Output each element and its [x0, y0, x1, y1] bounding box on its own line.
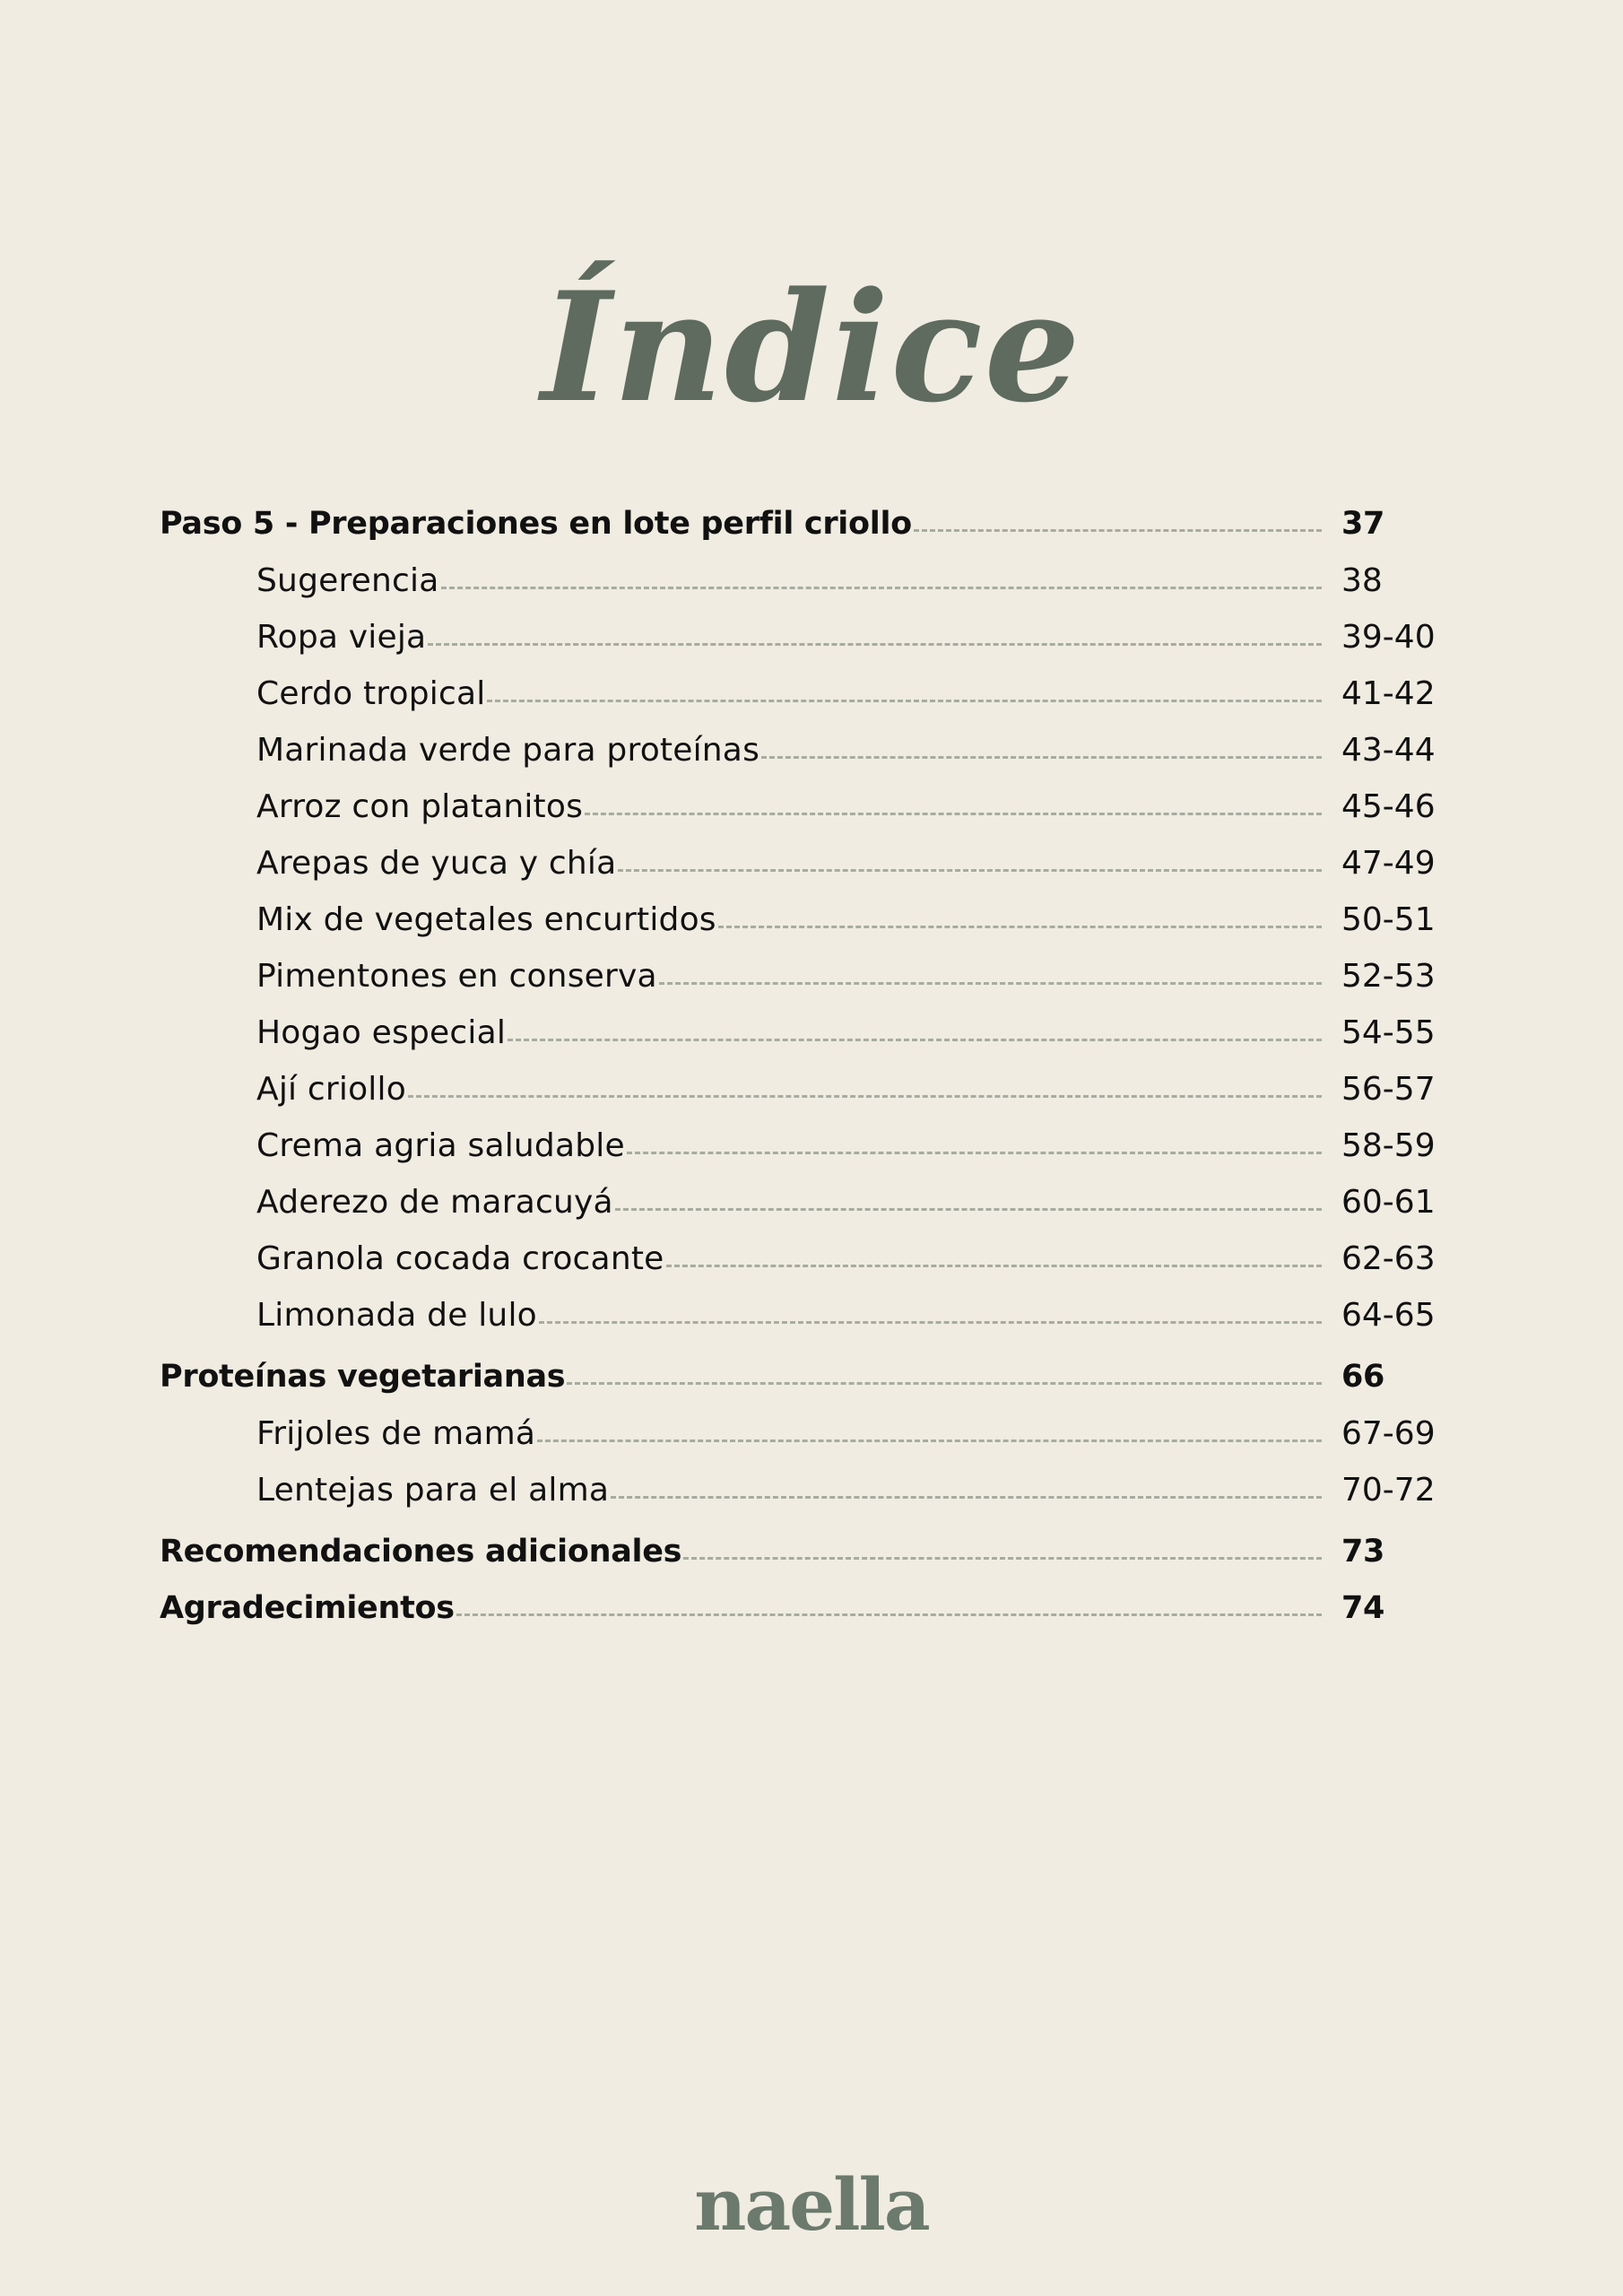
toc-entry[interactable] — [160, 609, 1442, 665]
toc-entry[interactable] — [160, 1174, 1442, 1231]
toc-entry-label: Arepas de yuca y chía — [256, 845, 617, 882]
toc-entry-page: 45-46 — [1341, 788, 1436, 825]
toc-entry-page: 41-42 — [1341, 675, 1436, 712]
brand-logo: naella — [694, 2162, 929, 2247]
toc-entry[interactable] — [160, 948, 1442, 1004]
dotted-leader — [441, 587, 1323, 589]
table-of-contents — [160, 496, 1442, 1637]
dotted-leader — [508, 1039, 1322, 1041]
toc-entry-page: 39-40 — [1341, 619, 1436, 656]
dotted-leader — [666, 1265, 1323, 1267]
toc-entry-page: 73 — [1341, 1534, 1385, 1570]
toc-entry[interactable] — [160, 891, 1442, 948]
dotted-leader — [567, 1382, 1322, 1385]
dotted-leader — [537, 1439, 1322, 1442]
dotted-leader — [718, 926, 1322, 928]
toc-entry[interactable] — [160, 1004, 1442, 1061]
toc-entry-label: Aderezo de maracuyá — [256, 1184, 613, 1221]
toc-entry-label: Agradecimientos — [160, 1590, 455, 1626]
toc-entry-label: Mix de vegetales encurtidos — [256, 901, 716, 938]
toc-entry-page: 58-59 — [1341, 1127, 1436, 1164]
toc-entry-label: Hogao especial — [256, 1014, 507, 1051]
toc-entry[interactable] — [160, 1061, 1442, 1118]
dotted-leader — [659, 982, 1322, 985]
toc-entry-label: Recomendaciones adicionales — [160, 1534, 682, 1570]
dotted-leader — [456, 1613, 1322, 1616]
toc-entry[interactable] — [160, 1118, 1442, 1174]
dotted-leader — [618, 869, 1322, 872]
toc-entry-page: 37 — [1341, 506, 1385, 542]
dotted-leader — [611, 1496, 1322, 1499]
dotted-leader — [627, 1152, 1322, 1154]
toc-entry-section[interactable] — [160, 1349, 1442, 1405]
toc-entry-label: Proteínas vegetarianas — [160, 1359, 566, 1395]
dotted-leader — [761, 756, 1322, 759]
toc-entry[interactable] — [160, 665, 1442, 722]
toc-entry[interactable] — [160, 552, 1442, 609]
toc-entry-page: 50-51 — [1341, 901, 1436, 938]
toc-entry[interactable] — [160, 1231, 1442, 1287]
toc-entry-label: Lentejas para el alma — [256, 1472, 610, 1509]
toc-entry-page: 52-53 — [1341, 958, 1436, 995]
toc-entry-section[interactable] — [160, 1524, 1442, 1580]
toc-entry-section[interactable] — [160, 496, 1442, 552]
toc-entry-label: Frijoles de mamá — [256, 1415, 536, 1452]
toc-entry-page: 66 — [1341, 1359, 1385, 1395]
toc-entry-section[interactable] — [160, 1580, 1442, 1637]
toc-entry-label: Ají criollo — [256, 1071, 406, 1108]
toc-entry-page: 38 — [1341, 562, 1383, 599]
page-title: Índice — [541, 257, 1082, 436]
dotted-leader — [683, 1557, 1322, 1560]
toc-entry-page: 74 — [1341, 1590, 1385, 1626]
toc-entry-label: Paso 5 - Preparaciones en lote perfil criollo — [160, 506, 912, 542]
toc-entry-page: 70-72 — [1341, 1472, 1436, 1509]
toc-entry-label: Crema agria saludable — [256, 1127, 625, 1164]
toc-entry-page: 43-44 — [1341, 732, 1436, 769]
toc-entry-label: Limonada de lulo — [256, 1297, 537, 1334]
dotted-leader — [487, 700, 1322, 702]
toc-entry-page: 54-55 — [1341, 1014, 1436, 1051]
toc-entry[interactable] — [160, 1287, 1442, 1344]
toc-entry[interactable] — [160, 778, 1442, 835]
toc-entry[interactable] — [160, 1405, 1442, 1462]
dotted-leader — [615, 1208, 1322, 1211]
toc-entry-page: 64-65 — [1341, 1297, 1436, 1334]
toc-entry[interactable] — [160, 1462, 1442, 1518]
dotted-leader — [585, 813, 1322, 815]
toc-entry-page: 56-57 — [1341, 1071, 1436, 1108]
toc-entry-page: 47-49 — [1341, 845, 1436, 882]
toc-entry-label: Sugerencia — [256, 562, 439, 599]
toc-entry-page: 67-69 — [1341, 1415, 1436, 1452]
dotted-leader — [428, 643, 1322, 646]
toc-entry[interactable] — [160, 835, 1442, 891]
dotted-leader — [539, 1321, 1322, 1324]
toc-entry-label: Granola cocada crocante — [256, 1240, 664, 1277]
toc-entry-page: 60-61 — [1341, 1184, 1436, 1221]
toc-entry-label: Cerdo tropical — [256, 675, 486, 712]
toc-entry[interactable] — [160, 722, 1442, 778]
toc-entry-label: Ropa vieja — [256, 619, 427, 656]
dotted-leader — [408, 1095, 1322, 1098]
toc-entry-label: Pimentones en conserva — [256, 958, 657, 995]
toc-entry-label: Marinada verde para proteínas — [256, 732, 760, 769]
toc-entry-page: 62-63 — [1341, 1240, 1436, 1277]
dotted-leader — [914, 529, 1322, 532]
toc-entry-label: Arroz con platanitos — [256, 788, 584, 825]
